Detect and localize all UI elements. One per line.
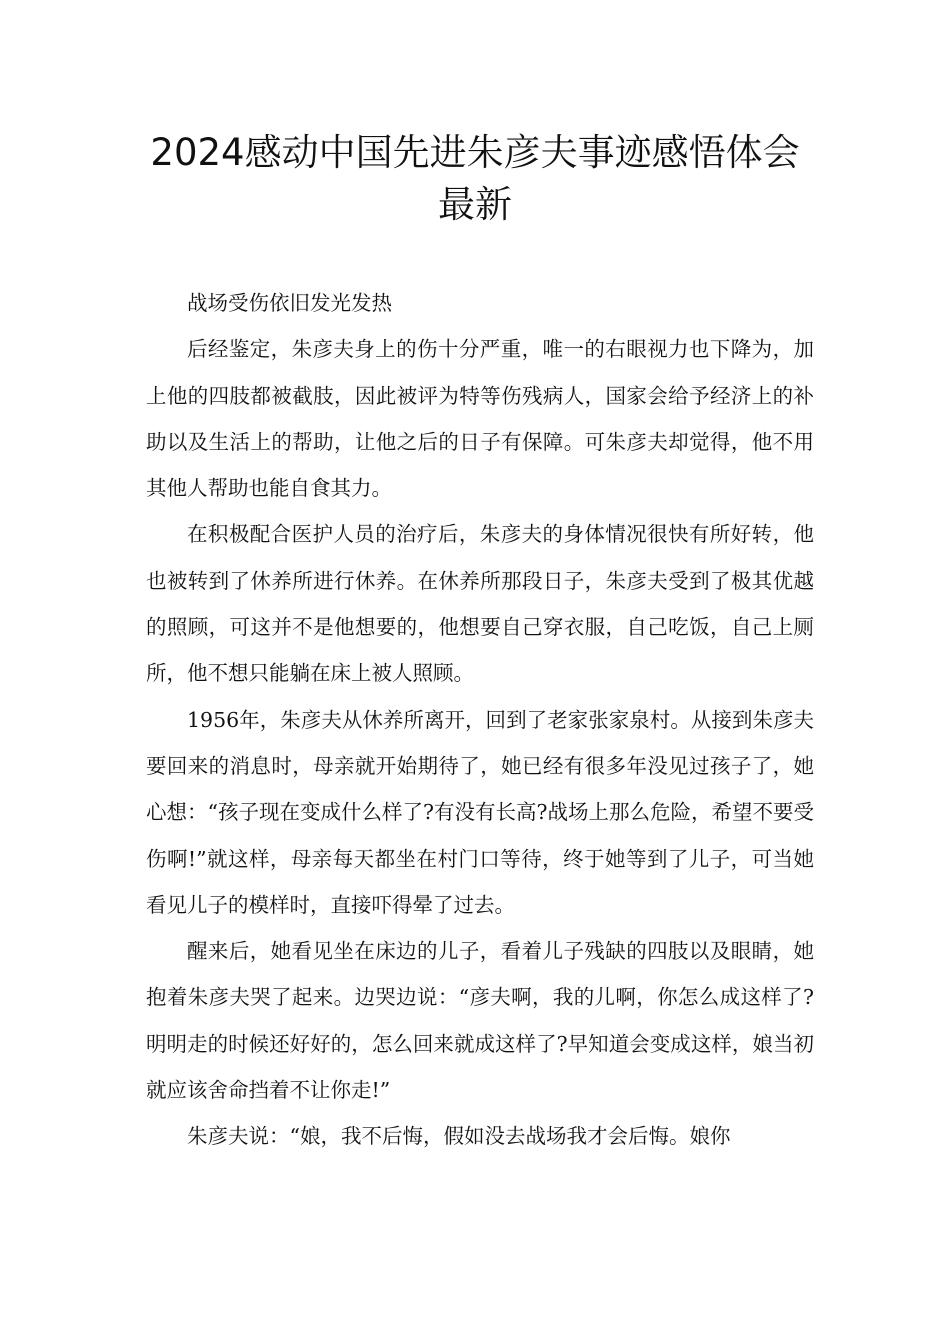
paragraph: 1956年，朱彦夫从休养所离开，回到了老家张家泉村。从接到朱彦夫要回来的消息时，母亲就开始期待了，她已经有很多年没见过孩子了，她心想：“孩子现在变成什么样了?有没有长高?战场上那么危险，希望不要受伤啊!”就这样，母亲每天都坐在村门口等待，终于她等到了儿子，可当她看见儿子的模样时，直接吓得晕了过去。 xyxy=(146,707,814,917)
paragraph: 后经鉴定，朱彦夫身上的伤十分严重，唯一的右眼视力也下降为，加上他的四肢都被截肢，因此被评为特等伤残病人，国家会给予经济上的补助以及生活上的帮助，让他之后的日子有保障。可朱彦夫却觉得，他不用其他人帮助也能自食其力。 xyxy=(146,337,814,501)
paragraph: 在积极配合医护人员的治疗后，朱彦夫的身体情况很快有所好转，他也被转到了休养所进行休养。在休养所那段日子，朱彦夫受到了极其优越的照顾，可这并不是他想要的，他想要自己穿衣服，自己吃饭，自己上厕所，他不想只能躺在床上被人照顾。 xyxy=(146,522,814,686)
paragraph: 朱彦夫说：“娘，我不后悔，假如没去战场我才会后悔。娘你 xyxy=(187,1124,731,1149)
section-heading: 战场受伤依旧发光发热 xyxy=(187,291,392,315)
document-title-line-1: 2024感动中国先进朱彦夫事迹感悟体会 xyxy=(150,131,800,174)
document-body xyxy=(146,280,814,1160)
document-title-line-2: 最新 xyxy=(438,183,512,226)
paragraph: 醒来后，她看见坐在床边的儿子，看着儿子残缺的四肢以及眼睛，她抱着朱彦夫哭了起来。边哭边说：“彦夫啊，我的儿啊，你怎么成这样了?明明走的时候还好好的，怎么回来就成这样了?早知道会变成这样，娘当初就应该舍命挡着不让你走!” xyxy=(146,939,814,1103)
